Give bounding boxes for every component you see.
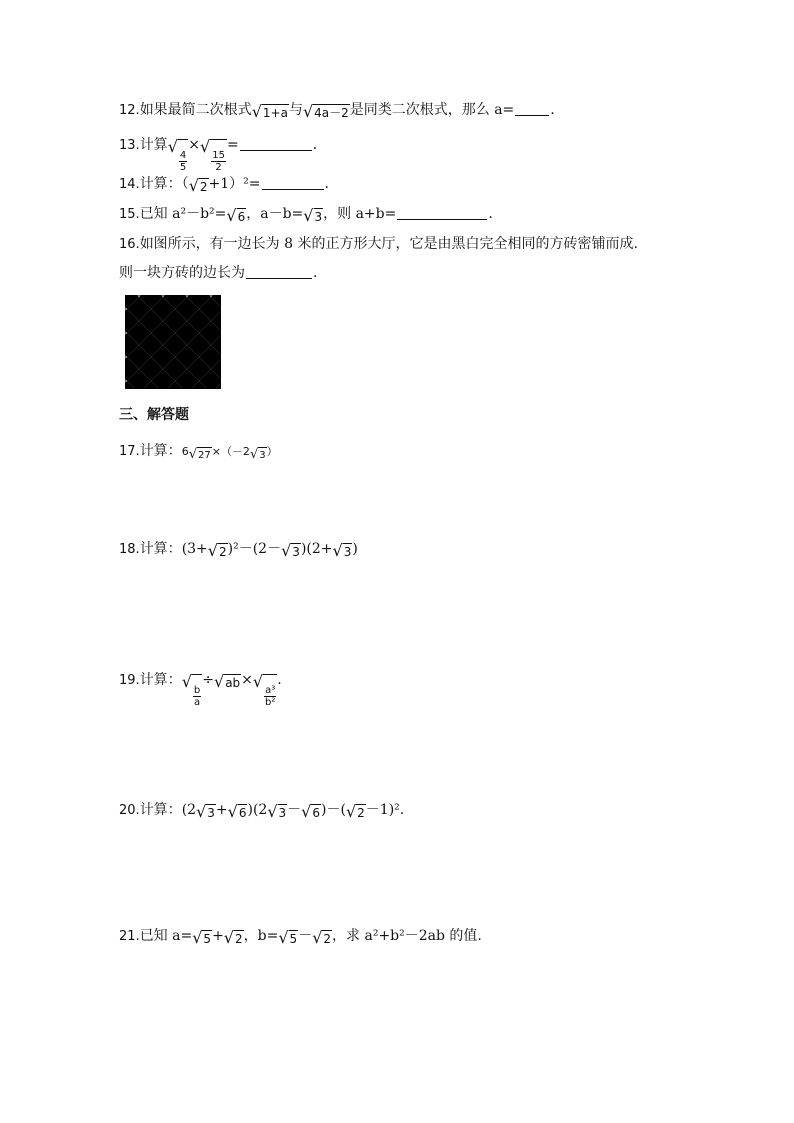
sqrt-expression: √ 1+a <box>251 102 288 121</box>
section-heading: 三、解答题 <box>119 407 189 423</box>
sqrt-expression: √ 6 <box>301 802 321 821</box>
sqrt-expression: √ 2 <box>207 541 227 560</box>
question-17: 17.计算：6 √ 27 ×（－2 √ 3 ） <box>119 443 278 462</box>
question-number: 17. <box>119 444 140 459</box>
sqrt-expression: √ $\frac{15}{2}$ <box>200 137 225 173</box>
sqrt-expression: √ 3 <box>281 541 300 560</box>
question-12: 12.如果最简二次根式 √ 1+a 与 √ 4a－2 是同类二次根式，那么 a= . <box>119 102 555 121</box>
answer-blank[interactable] <box>262 175 324 190</box>
sqrt-expression: √ 27 <box>188 447 211 462</box>
sqrt-expression: √ $\frac{4}{5}$ <box>167 137 187 173</box>
sqrt-expression: √ 5 <box>192 928 212 947</box>
sqrt-expression: √ 6 <box>226 206 246 225</box>
answer-blank[interactable] <box>397 205 487 220</box>
sqrt-expression: √ 3 <box>332 541 352 560</box>
question-number: 12. <box>119 103 140 118</box>
question-number: 14. <box>119 177 140 192</box>
question-number: 13. <box>119 138 140 153</box>
question-number: 20. <box>119 803 140 818</box>
answer-blank[interactable] <box>240 136 312 151</box>
question-18: 18.计算：(3+ √ 2 )²－(2－ √ 3 )(2+ √ 3 ) <box>119 541 358 560</box>
question-text: 如果最简二次根式 <box>139 102 252 118</box>
sqrt-expression: √ $\frac{\text{a³}}{\text{b²}}$ <box>252 672 276 708</box>
question-14: 14.计算：（ √ 2 +1）²= . <box>119 176 329 195</box>
sqrt-expression: √ $\frac{b}{a}$ <box>181 672 201 708</box>
sqrt-expression: √ 3 <box>249 447 266 462</box>
sqrt-expression: √ ab <box>213 672 241 691</box>
sqrt-expression: √ 3 <box>267 802 287 821</box>
tile-floor-figure <box>125 295 221 389</box>
question-16-line-2: 则一块方砖的边长为 . <box>119 265 318 281</box>
sqrt-expression: √ 2 <box>345 802 365 821</box>
sqrt-expression: √ 2 <box>223 928 243 947</box>
question-number: 16. <box>119 237 140 252</box>
question-21: 21.已知 a= √ 5 + √ 2 ，b= √ 5 － √ 2 ，求 a²+b²－2ab 的值. <box>119 928 482 947</box>
answer-blank[interactable] <box>246 264 312 279</box>
sqrt-expression: √ 3 <box>303 206 323 225</box>
question-number: 21. <box>119 929 140 944</box>
question-number: 15. <box>119 207 140 222</box>
sqrt-expression: √ 3 <box>196 802 215 821</box>
answer-blank[interactable] <box>515 101 549 116</box>
question-number: 19. <box>119 673 140 688</box>
question-16: 16.如图所示，有一边长为 8 米的正方形大厅，它是由黑白完全相同的方砖密铺而成. <box>119 236 638 252</box>
sqrt-expression: √ 5 <box>278 928 298 947</box>
question-20: 20.计算：(2 √ 3 + √ 6 )(2 √ 3 － √ 6 )－( √ 2 －1)². <box>119 802 405 821</box>
sqrt-expression: √ 6 <box>227 802 247 821</box>
sqrt-expression: √ 2 <box>188 176 208 195</box>
question-15: 15.已知 a²－b²= √ 6 ，a－b= √ 3 ，则 a+b= . <box>119 206 493 225</box>
question-19: 19.计算： √ $\frac{b}{a}$ ÷ √ ab × √ $\frac{\text{a³}}{\text{b²}}$ . <box>119 672 282 708</box>
sqrt-expression: √ 2 <box>312 928 332 947</box>
question-13: 13.计算 √ $\frac{4}{5}$ × √ $\frac{15}{2}$ = . <box>119 137 318 173</box>
sqrt-expression: √ 4a－2 <box>302 102 349 121</box>
question-number: 18. <box>119 542 140 557</box>
